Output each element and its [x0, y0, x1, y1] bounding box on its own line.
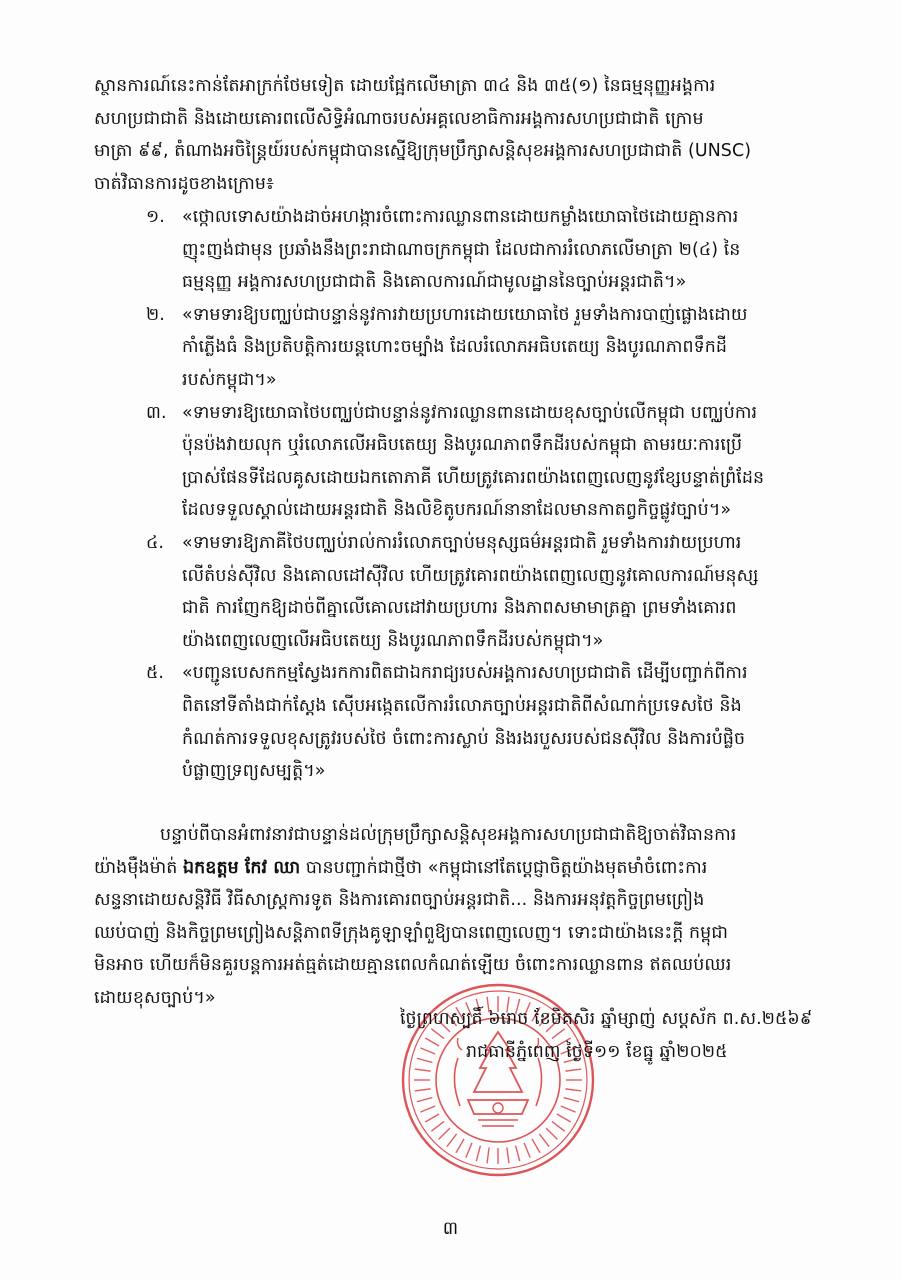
- seal-lettering-mark: [532, 1139, 540, 1153]
- seal-lettering-mark: [561, 1106, 576, 1112]
- closing-line: ដោយខុសច្បាប់។»: [94, 987, 216, 1008]
- closing-text: យ៉ាងម៉ឺងម៉ាត់: [94, 857, 184, 878]
- intro-line: ស្ថានការណ៍នេះកាន់តែអាក្រក់ថែមទៀត ដោយផ្អែកលើមាត្រា ៣៤ និង ៣៥(១) នៃធម្មនុញ្ញអង្គការ: [94, 76, 716, 96]
- seal-lettering-mark: [516, 1146, 520, 1161]
- list-item: [94, 299, 834, 397]
- list-item-line: លើតំបន់ស៊ីវិល និងគោលដៅស៊ីវិល ហើយត្រូវគោរពយ៉ាងពេញលេញនូវគោលការណ៍មនុស្ស: [182, 565, 759, 586]
- list-item-line: ញុះញង់ជាមុន ប្រឆាំងនឹងព្រះរាជាណាចក្រកម្ពុជា ដែលជាការរំលោភលើមាត្រា ២(៤) នៃ: [182, 239, 741, 260]
- intro-line: ចាត់វិធានការដូចខាងក្រោម៖: [94, 173, 274, 194]
- list-item-line: ប្រាស់ផែនទីដែលគូសដោយឯកតោភាគី ហើយត្រូវគោរពយ៉ាងពេញលេញនូវខ្សែបន្ទាត់ព្រំដែន: [182, 467, 765, 488]
- seal-lettering-mark: [507, 1147, 509, 1163]
- closing-line: [94, 852, 834, 885]
- seal-lettering-mark: [417, 1098, 432, 1102]
- list-item-number: ៤.: [146, 532, 165, 553]
- seal-lettering-mark: [565, 1069, 581, 1071]
- seal-lettering-mark: [564, 1098, 579, 1102]
- seal-lettering-mark: [565, 1089, 581, 1091]
- seal-lettering-mark: [487, 1147, 489, 1163]
- list-item-line: យ៉ាងពេញលេញលើអធិបតេយ្យ និងបូរណភាពទឹកដីរបស់កម្ពុជា។»: [182, 630, 604, 651]
- closing-line: ឈប់បាញ់ និងកិច្ចព្រមព្រៀងសន្តិភាពទីក្រុងគូឡាឡាំពួឱ្យបានពេញលេញ។ ទោះជាយ៉ាងនេះក្តី កម្ពុជា: [94, 922, 728, 943]
- list-item-number: ៥.: [146, 663, 165, 684]
- seal-lettering-mark: [546, 1128, 557, 1139]
- seal-lettering-mark: [466, 1143, 472, 1158]
- list-item: [94, 201, 834, 299]
- seal-lettering-mark: [557, 1114, 571, 1122]
- seal-lettering-mark: [431, 1121, 444, 1131]
- list-item-number: ១.: [146, 207, 165, 227]
- seal-lettering-mark: [539, 1134, 549, 1147]
- intro-line: សហប្រជាជាតិ និងដោយគោរពលើសិទ្ធិអំណាចរបស់អគ្គលេខាធិការអង្គការសហប្រជាជាតិ ក្រោម: [94, 108, 704, 129]
- list-item-line: កាំភ្លើងធំ និងប្រតិបត្តិការយន្តហោះចម្បាំង ដែលរំលោភអធិបតេយ្យ និងបូរណភាពទឹកដី: [182, 337, 728, 358]
- closing-text: បានបញ្ជាក់ជាថ្មីថា «កម្ពុជានៅតែប្តេជ្ញាចិត្តយ៉ាងមុតមាំចំពោះការ: [300, 857, 708, 878]
- place-date: រាជធានីភ្នំពេញ ថ្ងៃទី១១ ខែធ្នូ ឆ្នាំ២០២៥: [466, 1041, 728, 1062]
- list-item: [94, 397, 834, 527]
- intro-paragraph: [94, 70, 829, 200]
- list-item-line: ជាតិ ការញែកឱ្យដាច់ពីគ្នាលើគោលដៅវាយប្រហារ និងភាពសមាមាត្រគ្នា ព្រមទាំងគោរព: [182, 598, 737, 619]
- list-item-line: «ថ្កោលទោសយ៉ាងដាច់អហង្ការចំពោះការឈ្លានពានដោយកម្លាំងយោធាថៃដោយគ្មានការ: [182, 207, 739, 227]
- list-item: [94, 527, 834, 657]
- closing-line: មិនអាច ហើយក៏មិនគួរបន្តការអត់ធ្មត់ដោយគ្មានពេលកំណត់ឡើយ ចំពោះការឈ្លានពាន ឥតឈប់ឈរ: [94, 955, 732, 976]
- list-item-line: ដែលទទួលស្គាល់ដោយអន្តរជាតិ និងលិខិតូបករណ៍នានាដែលមានកាតព្វកិច្ចផ្លូវច្បាប់។»: [182, 500, 732, 521]
- list-item-line: កំណត់ការទទួលខុសត្រូវរបស់ថៃ ចំពោះការស្លាប់ និងរងរបួសរបស់ជនស៊ីវិល និងការបំផ្លិច: [182, 728, 746, 749]
- seal-lettering-mark: [456, 1139, 464, 1153]
- seal-lettering-mark: [439, 1128, 450, 1139]
- seal-lettering-mark: [420, 1106, 435, 1112]
- seal-lettering-mark: [415, 1069, 431, 1071]
- list-item-line: ពិតនៅទីតាំងជាក់ស្តែង ស៊ើបអង្កេតលើការរំលោភច្បាប់អន្តរជាតិពីសំណាក់ប្រទេសថៃ និង: [182, 695, 742, 716]
- list-item-line: «បញ្ជូនបេសកកម្មស្វែងរកការពិតជាឯករាជ្យរបស់អង្គការសហប្រជាជាតិ ដើម្បីបញ្ជាក់ពីការ: [182, 663, 748, 684]
- list-item-line: របស់កម្ពុជា។»: [182, 369, 277, 390]
- list-item: [94, 657, 834, 787]
- seal-lettering-mark: [415, 1089, 431, 1091]
- seal-lettering-mark: [476, 1146, 480, 1161]
- seal-lettering-mark: [447, 1134, 457, 1147]
- demands-list: [94, 201, 834, 788]
- list-item-number: ៣.: [146, 402, 167, 423]
- list-item-line: បំផ្លាញទ្រព្យសម្បត្តិ។»: [182, 761, 326, 782]
- list-item-line: ធម្មនុញ្ញ អង្គការសហប្រជាជាតិ និងគោលការណ៍ជាមូលដ្ឋាននៃច្បាប់អន្តរជាតិ។»: [182, 272, 687, 293]
- intro-line: មាត្រា ៩៩, តំណាងអចិន្ត្រៃយ៍របស់កម្ពុជាបានស្នើឱ្យក្រុមប្រឹក្សាសន្តិសុខអង្គការសហប្រជាជាតិ (UNSC): [94, 141, 752, 162]
- closing-line: សន្ទនាដោយសន្តិវិធី វិធីសាស្ត្រការទូត និងការគោរពច្បាប់អន្តរជាតិ... និងការអនុវត្តកិច្ចព្រមព្រៀង: [94, 890, 705, 911]
- seal-lettering-mark: [552, 1121, 565, 1131]
- date-block: [400, 1003, 840, 1068]
- page-number: ៣: [442, 1218, 459, 1239]
- list-item-line: ប៉ុនប៉ងវាយលុក ឬរំលោភលើអធិបតេយ្យ និងបូរណភាពទឹកដីរបស់កម្ពុជា តាមរយៈការប្រើ: [182, 435, 743, 456]
- seal-lettering-mark: [524, 1143, 530, 1158]
- list-item-line: «ទាមទារឱ្យភាគីថៃបញ្ឈប់រាល់ការរំលោភច្បាប់មនុស្សធម៌អន្តរជាតិ រួមទាំងការវាយប្រហារ: [182, 532, 742, 553]
- seal-lettering-mark: [425, 1114, 439, 1122]
- list-item-line: «ទាមទារឱ្យបញ្ឈប់ជាបន្ទាន់នូវការវាយប្រហារដោយយោធាថៃ រួមទាំងការបាញ់ផ្លោងដោយ: [182, 304, 748, 325]
- closing-line: បន្ទាប់ពីបានអំពាវនាវជាបន្ទាន់ដល់ក្រុមប្រឹក្សាសន្តិសុខអង្គការសហប្រជាជាតិឱ្យចាត់វិធានការ: [160, 825, 737, 845]
- list-item-line: «ទាមទារឱ្យយោធាថៃបញ្ឈប់ជាបន្ទាន់នូវការឈ្លានពានដោយខុសច្បាប់លើកម្ពុជា បញ្ឈប់ការ: [182, 402, 758, 423]
- lunar-date: ថ្ងៃព្រហស្បតិ៍ ៦រោច ខែមិគសិរ ឆ្នាំម្សាញ់ សប្តស័ក ព.ស.២៥៦៩: [400, 1009, 813, 1029]
- list-item-number: ២.: [146, 304, 165, 325]
- speaker-name: ឯកឧត្តម កែវ ឈា: [183, 857, 301, 878]
